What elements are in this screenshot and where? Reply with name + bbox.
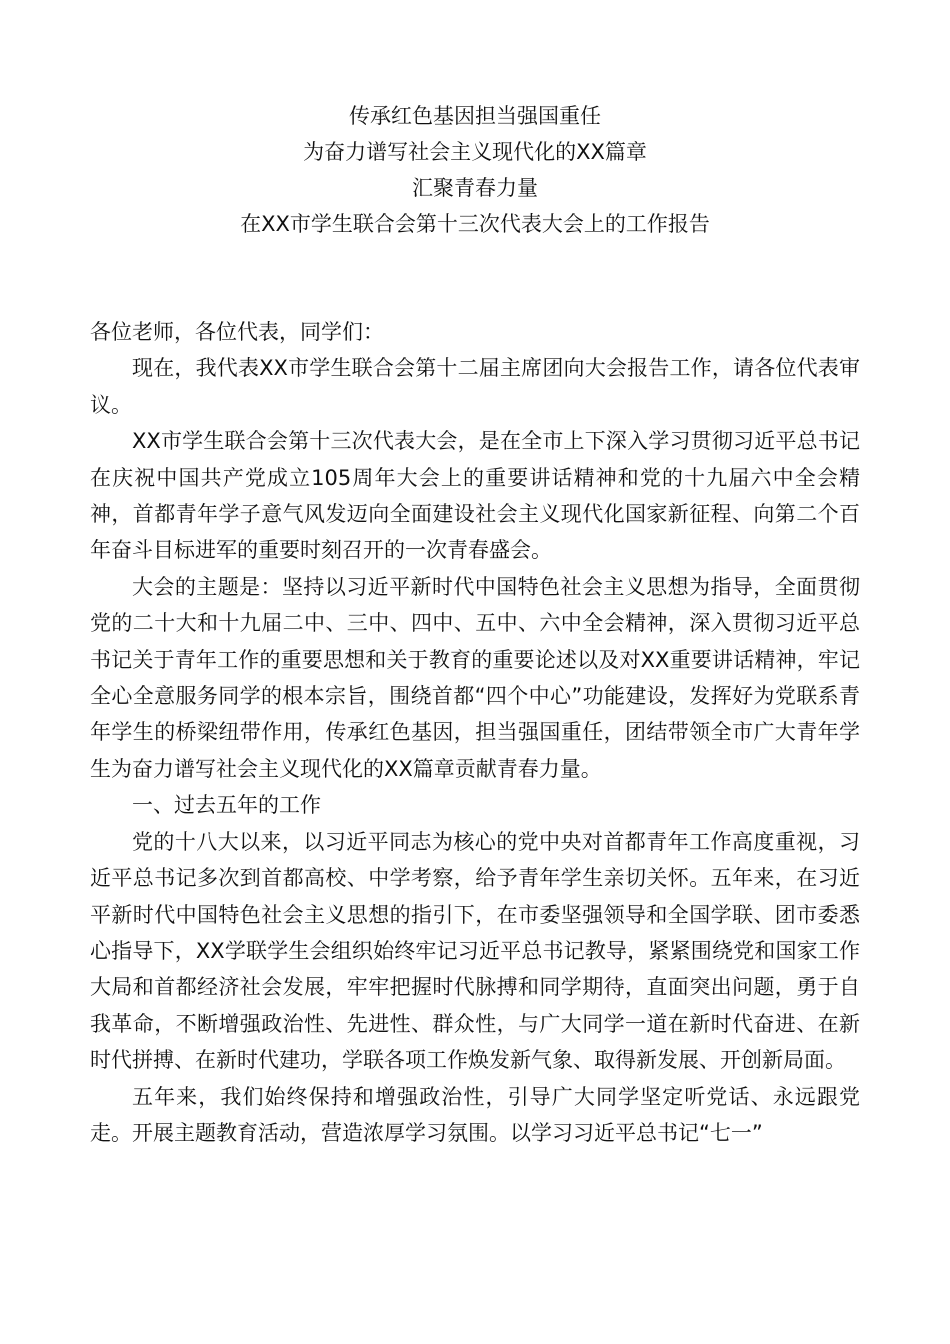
title-line-4: 在XX市学生联合会第十三次代表大会上的工作报告	[240, 212, 710, 236]
title-line-1: 传承红色基因担当强国重任	[349, 104, 601, 128]
title-line-3: 汇聚青春力量	[412, 176, 538, 200]
paragraph-political-work: 五年来，我们始终保持和增强政治性，引导广大同学坚定听党话、永远跟党走。开展主题教育活动，营造浓厚学习氛围。以学习习近平总书记“七一”	[90, 1084, 860, 1145]
salutation: 各位老师，各位代表，同学们：	[90, 320, 384, 344]
title-line-2: 为奋力谱写社会主义现代化的XX篇章	[303, 140, 647, 164]
title-block	[0, 98, 950, 242]
paragraph-congress-theme: 大会的主题是：坚持以习近平新时代中国特色社会主义思想为指导，全面贯彻党的二十大和十九届二中、三中、四中、五中、六中全会精神，深入贯彻习近平总书记关于青年工作的重要思想和关于教育的重要论述以及对XX重要讲话精神，牢记全心全意服务同学的根本宗旨，围绕首都“四个中心”功能建设，发挥好为党联系青年学生的桥梁纽带作用，传承红色基因，担当强国重任，团结带领全市广大青年学生为奋力谱写社会主义现代化的XX篇章贡献青春力量。	[90, 574, 860, 781]
paragraph-congress-background: XX市学生联合会第十三次代表大会，是在全市上下深入学习贯彻习近平总书记在庆祝中国共产党成立105周年大会上的重要讲话精神和党的十九届六中全会精神，首都青年学子意气风发迈向全面建设社会主义现代化国家新征程、向第二个百年奋斗目标进军的重要时刻召开的一次青春盛会。	[90, 429, 860, 563]
paragraph-opening: 现在，我代表XX市学生联合会第十二届主席团向大会报告工作，请各位代表审议。	[90, 356, 860, 417]
paragraph-five-year-overview: 党的十八大以来，以习近平同志为核心的党中央对首都青年工作高度重视，习近平总书记多次到首都高校、中学考察，给予青年学生亲切关怀。五年来，在习近平新时代中国特色社会主义思想的指引下，在市委坚强领导和全国学联、团市委悉心指导下，XX学联学生会组织始终牢记习近平总书记教导，紧紧围绕党和国家工作大局和首都经济社会发展，牢牢把握时代脉搏和同学期待，直面突出问题，勇于自我革命，不断增强政治性、先进性、群众性，与广大同学一道在新时代奋进、在新时代拼搏、在新时代建功，学联各项工作焕发新气象、取得新发展、开创新局面。	[90, 829, 860, 1073]
report-body	[90, 314, 860, 1151]
section-heading-past-five-years: 一、过去五年的工作	[132, 793, 321, 818]
